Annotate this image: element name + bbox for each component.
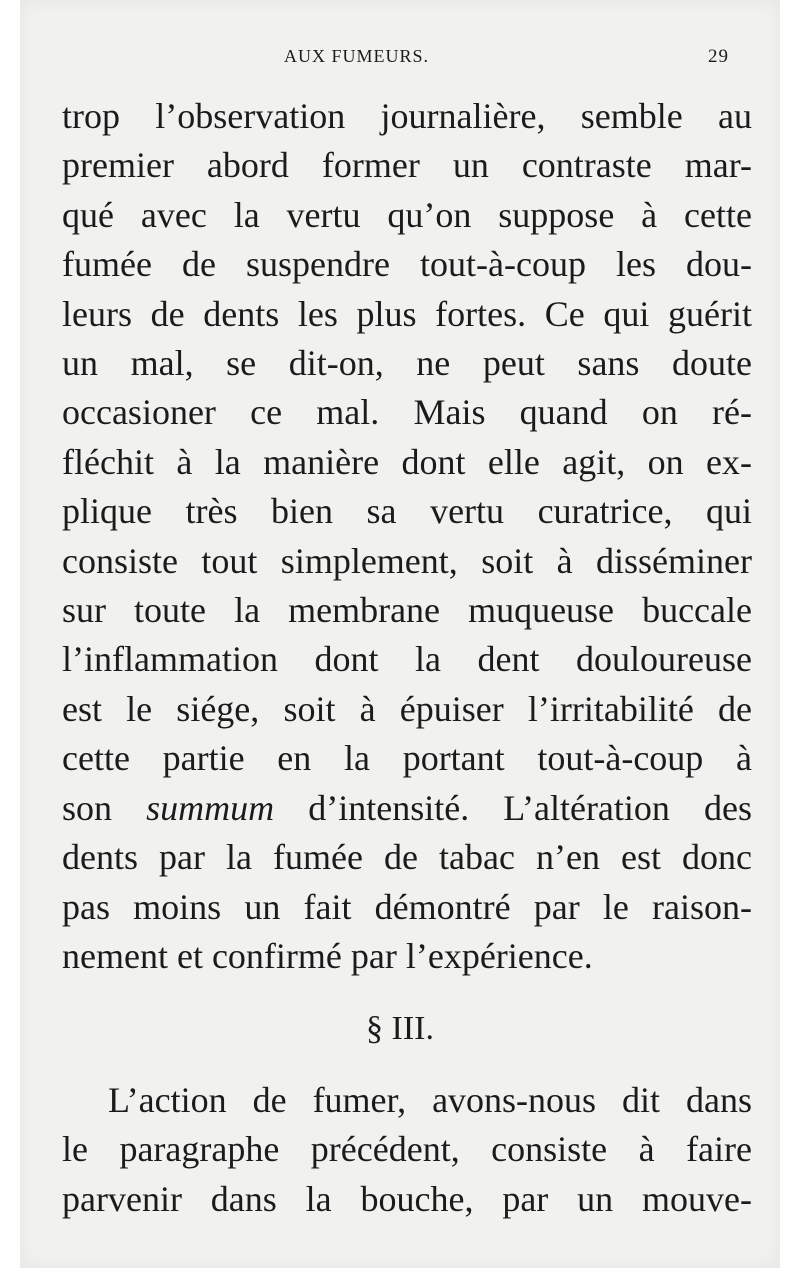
text-line: leurs de dents les plus fortes. Ce qui guérit xyxy=(62,293,752,334)
text-line: pas moins un fait démontré par le raison- xyxy=(62,886,752,927)
text-line: nement et confirmé par l’expérience. xyxy=(62,935,593,976)
text-line: un mal, se dit-on, ne peut sans doute xyxy=(62,343,752,384)
italic-term: summum xyxy=(146,787,275,828)
page-number: 29 xyxy=(708,46,729,67)
text-line: occasioner ce mal. Mais quand on ré- xyxy=(62,392,752,433)
text-line: L’action de fumer, avons-nous dit dans xyxy=(108,1080,752,1120)
text-line: cette partie en la portant tout-à-coup à xyxy=(62,738,752,779)
text-line: premier abord former un contraste mar- xyxy=(62,145,752,186)
text-line: fumée de suspendre tout-à-coup les dou- xyxy=(62,244,752,285)
running-head xyxy=(20,46,780,76)
text-line: dents par la fumée de tabac n’en est donc xyxy=(62,837,752,878)
text-fragment: d’intensité. L’altération des xyxy=(274,787,753,828)
book-page xyxy=(20,0,780,1268)
running-title: AUX FUMEURS. xyxy=(284,46,430,66)
paragraph-1 xyxy=(62,92,752,981)
text-line: trop l’observation journalière, semble au xyxy=(62,96,752,136)
text-line: sur toute la membrane muqueuse buccale xyxy=(62,590,752,631)
text-line: parvenir dans la bouche, par un mouve- xyxy=(62,1178,752,1219)
text-line: consiste tout simplement, soit à disséminer xyxy=(62,540,752,581)
text-line: plique très bien sa vertu curatrice, qui xyxy=(62,491,752,532)
text-line: qué avec la vertu qu’on suppose à cette xyxy=(62,194,752,235)
text-line: le paragraphe précédent, consiste à faire xyxy=(62,1129,752,1170)
text-line: fléchit à la manière dont elle agit, on ex- xyxy=(62,441,752,482)
section-heading: § III. xyxy=(366,1010,434,1047)
paragraph-2 xyxy=(62,1076,752,1224)
text-fragment: son xyxy=(62,787,147,828)
text-line: est le siége, soit à épuiser l’irritabilité de xyxy=(62,688,752,729)
text-line xyxy=(62,784,752,833)
text-line: l’inflammation dont la dent douloureuse xyxy=(62,639,752,680)
